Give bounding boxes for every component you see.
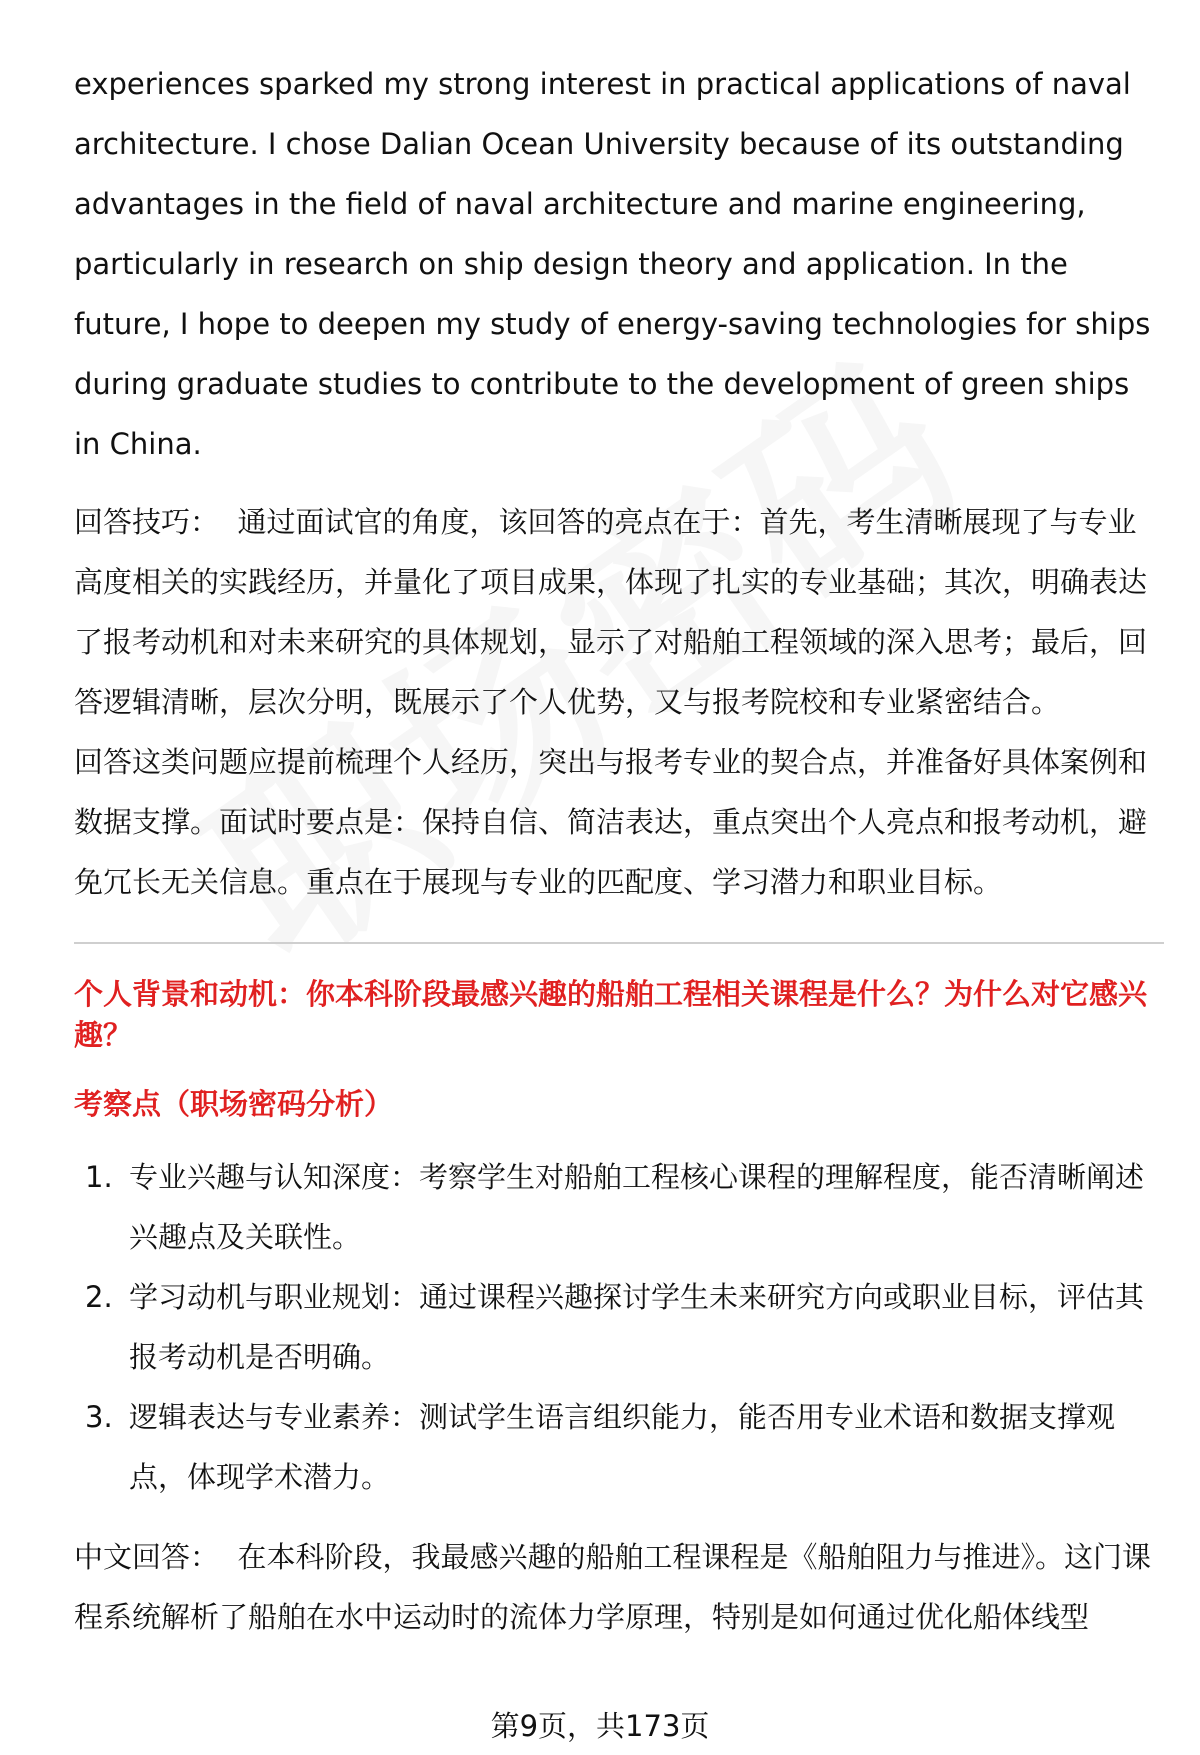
chinese-answer-text: 在本科阶段，我最感兴趣的船舶工程课程是《船舶阻力与推进》。这门课程系统解析了船舶在水中运动时的流体力学原理，特别是如何通过优化船体线型 (74, 1540, 1151, 1634)
answer-tips-paragraph (74, 492, 1164, 732)
assessment-points-list (74, 1147, 1164, 1507)
answer-tips-label: 回答技巧： (74, 505, 220, 539)
list-item-number: 1. (85, 1160, 113, 1194)
chinese-answer-paragraph (74, 1527, 1164, 1647)
section-divider (74, 942, 1164, 944)
list-item (74, 1147, 1164, 1267)
list-item-text: 逻辑表达与专业素养：测试学生语言组织能力，能否用专业术语和数据支撑观点，体现学术潜力。 (129, 1400, 1116, 1494)
document-page (74, 54, 1164, 1647)
chinese-answer-label: 中文回答： (74, 1540, 220, 1574)
page-number-footer: 第9页，共173页 (0, 1708, 1200, 1744)
assessment-points-heading: 考察点（职场密码分析） (74, 1087, 394, 1121)
list-item (74, 1267, 1164, 1387)
list-item (74, 1387, 1164, 1507)
list-item-text: 专业兴趣与认知深度：考察学生对船舶工程核心课程的理解程度，能否清晰阐述兴趣点及关联性。 (129, 1160, 1145, 1254)
list-item-number: 2. (85, 1280, 113, 1314)
answer-tips-text: 通过面试官的角度，该回答的亮点在于：首先，考生清晰展现了与专业高度相关的实践经历，并量化了项目成果，体现了扎实的专业基础；其次，明确表达了报考动机和对未来研究的具体规划，显示了对船舶工程领域的深入思考；最后，回答逻辑清晰，层次分明，既展示了个人优势，又与报考院校和专业紧密结合。 (74, 505, 1148, 719)
advice-paragraph: 回答这类问题应提前梳理个人经历，突出与报考专业的契合点，并准备好具体案例和数据支撑。面试时要点是：保持自信、简洁表达，重点突出个人亮点和报考动机，避免冗长无关信息。重点在于展现与专业的匹配度、学习潜力和职业目标。 (74, 745, 1148, 899)
list-item-number: 3. (85, 1400, 113, 1434)
list-item-text: 学习动机与职业规划：通过课程兴趣探讨学生未来研究方向或职业目标，评估其报考动机是否明确。 (129, 1280, 1145, 1374)
english-answer-paragraph: experiences sparked my strong interest in practical applications of naval architecture. I chose Dalian Ocean University because of its outstanding advantages in the field of naval architecture and marine engineering, particularly in research on ship design theory and application. In the future, I hope to deepen my study of energy-saving technologies for ships during graduate studies to contribute to the development of green ships in China. (74, 67, 1151, 461)
interview-question: 个人背景和动机：你本科阶段最感兴趣的船舶工程相关课程是什么？为什么对它感兴趣？ (74, 977, 1148, 1052)
